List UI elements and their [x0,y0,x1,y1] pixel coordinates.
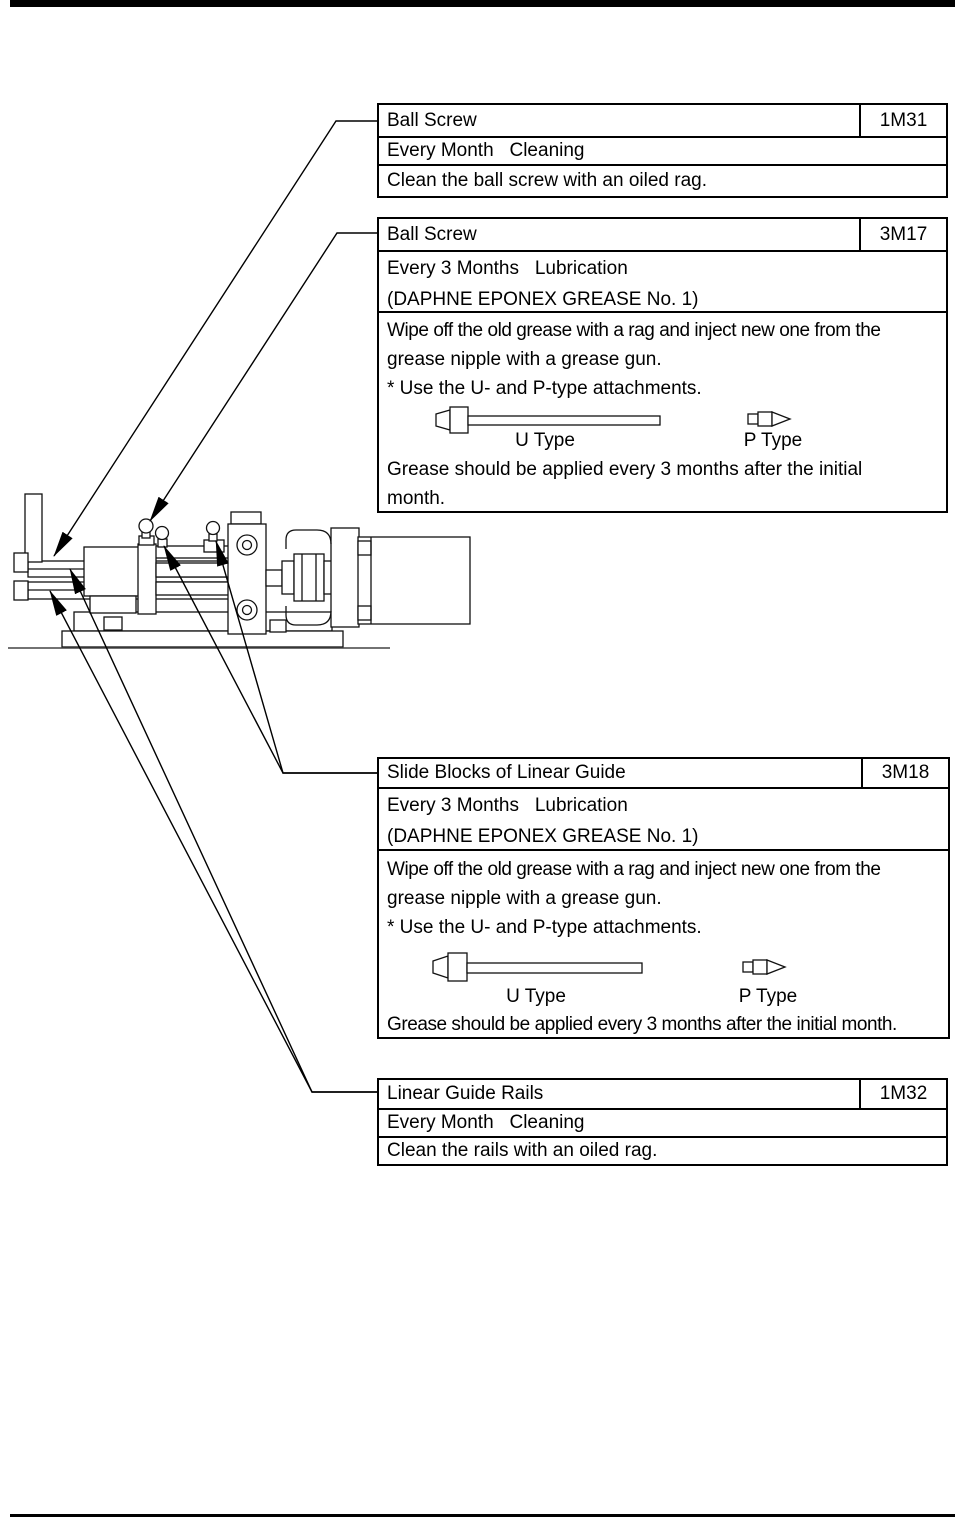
instruction-text: Clean the rails with an oiled rag. [387,1140,658,1161]
instruction-line: grease nipple with a grease gun. [387,888,662,909]
u-type-label: U Type [515,430,575,451]
coupling-shaft [266,570,282,586]
schedule-text: Every Month Cleaning [387,1112,585,1133]
grease-nipple-3 [207,522,220,535]
table-row-header [379,219,946,250]
table-row-instruction [379,849,948,1037]
maintenance-code: 1M31 [859,105,946,136]
maintenance-table-slide-blocks-3m18 [377,757,950,1039]
p-type-attachment-icon [747,409,793,429]
table-row-header [379,759,948,787]
maintenance-table-ball-screw-3m17 [377,217,948,513]
u-type-label: U Type [506,986,566,1007]
leader-arrow-ball-screw-3m17 [150,233,377,521]
motor-bracket [331,528,359,627]
maintenance-code: 1M32 [859,1080,946,1108]
table-row-schedule [379,136,946,164]
grease-nipple-1 [139,519,153,533]
grease-interval-note: Grease should be applied every 3 months after the initial month. [387,1014,897,1035]
maintenance-table-linear-guide-rails-1m32 [377,1078,948,1166]
slide-plate [138,544,156,614]
p-type-label: P Type [738,986,798,1007]
schedule-text: Every 3 Months Lubrication [387,258,628,279]
end-post [25,494,42,562]
instruction-line: grease nipple with a grease gun. [387,349,662,370]
grease-nipple-2 [156,527,169,540]
part-title: Ball Screw [387,109,477,131]
attachment-diagram-row [379,942,948,1010]
schedule-text: Every 3 Months Lubrication [387,795,628,816]
u-type-attachment-icon [431,951,646,985]
grease-nipple-3-mount [204,540,224,552]
leader-arrow-ball-screw-1m31 [54,121,377,556]
bed-lower [62,631,343,647]
grease-interval-note: Grease should be applied every 3 months after the initial [387,459,863,480]
attachment-diagram-row [379,403,946,455]
coupling-hub [294,554,324,601]
table-row-header [379,105,946,136]
ball-screw-shaft [156,563,232,577]
table-row-schedule [379,1108,946,1136]
machine-drawing [8,494,470,648]
slide-block [84,547,141,596]
motor-body [358,537,470,624]
schedule-text: Every Month Cleaning [387,140,585,161]
table-row-header [379,1080,946,1108]
grease-nipple-2-stem [158,539,167,547]
bed-bolt [270,620,286,632]
table-row-instruction [379,164,946,196]
instruction-text: Clean the ball screw with an oiled rag. [387,170,708,191]
table-row-schedule [379,787,948,849]
maintenance-code: 3M18 [861,759,948,787]
part-title: Ball Screw [387,223,477,245]
grease-interval-note: month. [387,488,446,509]
p-type-attachment-icon [742,957,788,977]
table-row-instruction [379,1136,946,1164]
p-type-label: P Type [743,430,803,451]
instruction-line: Wipe off the old grease with a rag and inject new one from the [387,320,881,341]
maintenance-table-ball-screw-1m31 [377,103,948,198]
instruction-line: Wipe off the old grease with a rag and inject new one from the [387,859,881,880]
grease-spec: (DAPHNE EPONEX GREASE No. 1) [387,826,699,847]
attachment-note: * Use the U- and P-type attachments. [387,378,702,399]
bed-bolt [104,617,122,630]
table-row-instruction [379,311,946,511]
end-bolt [14,553,28,572]
grease-spec: (DAPHNE EPONEX GREASE No. 1) [387,289,699,310]
part-title: Slide Blocks of Linear Guide [387,762,626,783]
table-row-schedule [379,250,946,311]
maintenance-code: 3M17 [859,219,946,250]
leader-arrow-rail-lower [50,591,379,1092]
part-title: Linear Guide Rails [387,1083,544,1104]
end-bolt [14,581,28,600]
attachment-note: * Use the U- and P-type attachments. [387,917,702,938]
